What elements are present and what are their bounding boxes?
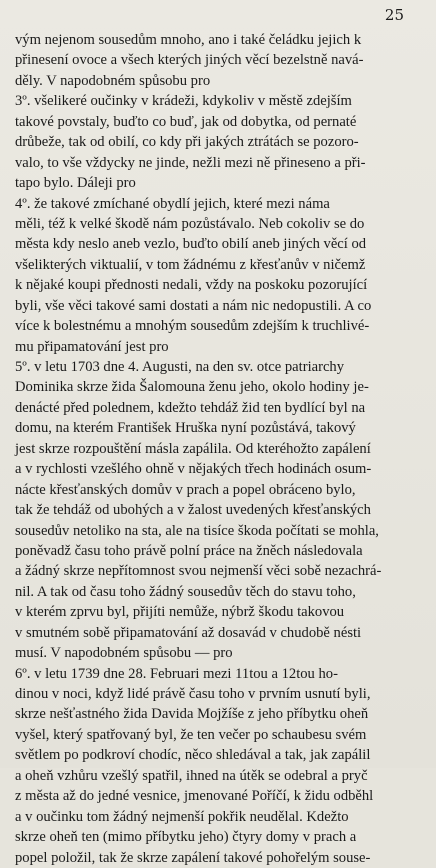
text-line: byli, vše věci takové sami dostati a nám nic nedopustili. A co <box>15 297 372 314</box>
text-line: skrze nešťastného žida Davida Mojžíše z jeho příbytku oheň <box>15 706 369 723</box>
text-line: 4º. že takové zmíchané obydlí jejich, které mezi náma <box>15 195 330 212</box>
text-line: skrze oheň ten (mimo příbytku jeho) čtyry domy v prach a <box>15 829 357 846</box>
text-line: nácte křesťanských domův v prach a popel obráceno bylo, <box>15 481 356 498</box>
text-line: jest skrze rozpouštění másla zapálila. Od kteréhožto zapálení <box>15 440 371 457</box>
text-line: Dominika skrze žida Šalomouna ženu jeho, okolo hodiny je- <box>15 379 369 396</box>
text-line: popel položil, tak že skrze zapálení takové pohořelým souse- <box>15 849 371 866</box>
text-line: v smutném sobě připamatování až dosavád v chudobě nésti <box>15 624 362 641</box>
text-line: tapo bylo. Dáleji pro <box>15 175 136 192</box>
text-line: poněvadž času toho právě polní práce na žněch následovala <box>15 542 363 559</box>
text-line: měli, též k velké škodě nám pozůstávalo. Neb cokoliv se do <box>15 215 365 232</box>
text-line: tak že tehdáž od ubohých a v žalost uvedených křesťanských <box>15 502 371 519</box>
text-line: vyšel, který spatřovaný byl, že ten večer po schaubesu svém <box>15 726 367 743</box>
page-number: 25 <box>384 6 404 24</box>
text-line: 3º. všelikeré oučinky v krádeži, kdykoliv v městě zdejším <box>15 93 352 110</box>
text-line: města kdy neslo aneb vezlo, buďto obilí aneb jiných věcí od <box>15 236 367 253</box>
text-line: a oheň vzhůru vzešlý spatřil, ihned na útěk se odebral a pryč <box>15 767 368 784</box>
text-line: 6º. v letu 1739 dne 28. Februari mezi 11tou a 12tou ho- <box>15 665 338 682</box>
text-line: mu připamatování jest pro <box>15 338 169 355</box>
text-line: domu, na kterém František Hruška nyní pozůstává, takový <box>15 420 356 437</box>
text-line: sousedův netoliko na sta, ale na tisíce škoda počítati se mohla, <box>15 522 379 539</box>
text-line: k nějaké koupi přednosti nedali, vždy na poskoku pozorující <box>15 277 368 294</box>
body-text <box>15 30 425 868</box>
text-line: přinesení ovoce a všech kterých jiných věcí bezelstně navá- <box>15 52 364 69</box>
text-line: valo, to vše vždycky ne jinde, nežli mezi ně přineseno a při- <box>15 154 366 171</box>
text-line: denácté před polednem, kdežto tehdáž žid ten bydlící byl na <box>15 399 366 416</box>
text-line: více k bolestnému a mnohým sousedům zdejším k truchlivé- <box>15 318 370 335</box>
text-line: světlem po podkroví chodíc, něco shledával a tak, jak zapálil <box>15 747 371 764</box>
text-line: v kterém zprvu byl, přijíti nemůže, nýbrž škodu takovou <box>15 604 345 621</box>
text-line: takové povstaly, buďto co buď, jak od dobytka, od pernaté <box>15 113 357 130</box>
text-line: z města až do jedné vesnice, jmenované Poříčí, k židu odběhl <box>15 788 374 805</box>
text-line: a v oučinku tom žádný nejmenší pokřik neudělal. Kdežto <box>15 808 349 825</box>
text-line: a v rychlosti vzešlého ohně v nějakých třech hodinách osum- <box>15 461 372 478</box>
text-line: musí. V napodobném spůsobu — pro <box>15 645 233 662</box>
text-line: nil. A tak od času toho žádný sousedův těch do stavu toho, <box>15 583 356 600</box>
text-line: dinou v noci, když lidé právě času toho v prvním usnutí byli, <box>15 686 371 702</box>
text-line: děly. V napodobném spůsobu pro <box>15 72 211 89</box>
text-line: 5º. v letu 1703 dne 4. Augusti, na den sv. otce patriarchy <box>15 359 345 375</box>
text-line: a žádný skrze nepřítomnost svou nejmenší věci sobě nezachrá- <box>15 563 382 580</box>
text-line: všelikterých viktualií, v tom žádnému z křesťanův v ničemž <box>15 256 366 273</box>
text-line: drůbeže, tak od obilí, co kdy při jakých ztrátách se pozoro- <box>15 134 359 151</box>
text-line: vým nejenom sousedům mnoho, ano i také čeládku jejich k <box>15 32 362 48</box>
